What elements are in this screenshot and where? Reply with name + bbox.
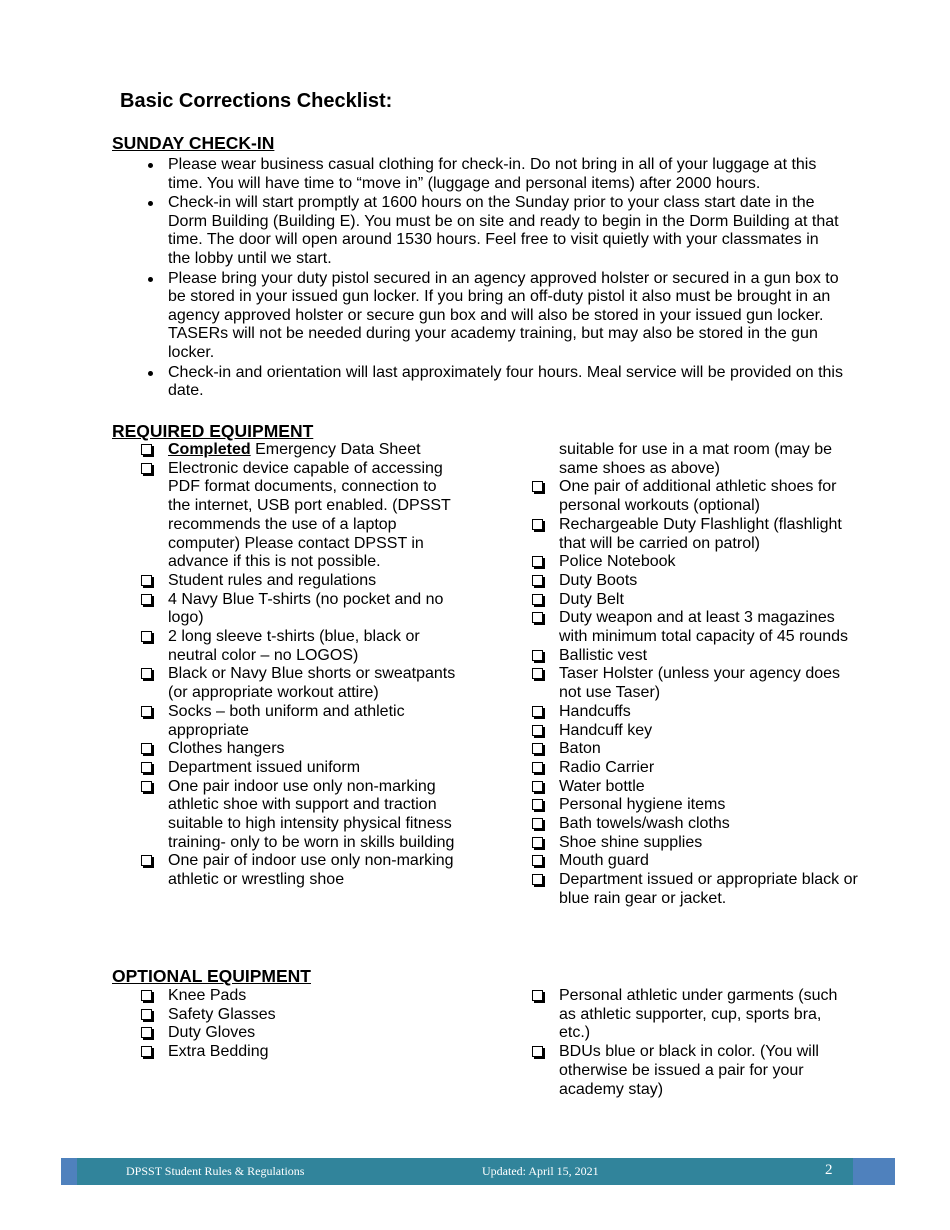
checkbox-icon[interactable] <box>532 594 543 605</box>
list-item: Check-in and orientation will last approximately four hours. Meal service will be provided on this date. <box>145 364 845 401</box>
sunday-checkin-list <box>145 156 845 402</box>
checklist-item[interactable] <box>532 1043 842 1099</box>
page-number: 2 <box>825 1162 833 1178</box>
checklist-item[interactable] <box>141 852 456 889</box>
list-item: Check-in will start promptly at 1600 hours on the Sunday prior to your class start date in the Dorm Building (Building E). You must be on site and ready to begin in the Dorm Building at that time. The door will open around 1530 hours. Feel free to visit quietly with your classmates in the lobby until we start. <box>145 194 845 268</box>
item-label: Ballistic vest <box>559 646 648 664</box>
required-equipment-heading: REQUIRED EQUIPMENT <box>112 421 314 441</box>
checkbox-icon[interactable] <box>532 762 543 773</box>
item-label: Knee Pads <box>168 987 247 1004</box>
item-label: Mouth guard <box>559 852 649 870</box>
sunday-checkin-heading: SUNDAY CHECK-IN <box>112 133 275 153</box>
checklist-item[interactable] <box>141 1024 456 1043</box>
checklist-item[interactable] <box>532 796 862 815</box>
checkbox-icon[interactable] <box>141 855 152 866</box>
item-label: One pair of additional athletic shoes for personal workouts (optional) <box>559 478 837 515</box>
checkbox-icon[interactable] <box>532 743 543 754</box>
item-label: Handcuff key <box>559 721 653 739</box>
checkbox-icon[interactable] <box>141 1046 152 1057</box>
checklist-item[interactable] <box>141 628 456 665</box>
checklist-item[interactable] <box>141 665 456 702</box>
item-label: Duty weapon and at least 3 magazines with minimum total capacity of 45 rounds <box>559 609 849 646</box>
footer-accent <box>61 1158 77 1185</box>
item-label: Personal hygiene items <box>559 796 726 814</box>
item-label: 4 Navy Blue T-shirts (no pocket and no logo) <box>168 590 444 627</box>
optional-equipment-heading: OPTIONAL EQUIPMENT <box>112 966 311 986</box>
item-label: Bath towels/wash cloths <box>559 815 730 833</box>
checkbox-icon[interactable] <box>141 1009 152 1020</box>
checkbox-icon[interactable] <box>141 706 152 717</box>
checkbox-icon[interactable] <box>532 874 543 885</box>
checkbox-icon[interactable] <box>141 631 152 642</box>
checkbox-icon[interactable] <box>141 444 152 455</box>
checklist-item[interactable] <box>141 703 456 740</box>
optional-right-checklist <box>532 987 842 1099</box>
checklist-item[interactable] <box>532 553 862 572</box>
checkbox-icon[interactable] <box>141 463 152 474</box>
checkbox-icon[interactable] <box>532 481 543 492</box>
item-label: Duty Gloves <box>168 1024 256 1042</box>
checklist-item[interactable] <box>532 815 862 834</box>
checklist-item[interactable] <box>532 722 862 741</box>
checklist-item[interactable] <box>532 852 862 871</box>
checkbox-icon[interactable] <box>532 575 543 586</box>
checklist-item[interactable] <box>532 572 862 591</box>
item-label: Police Notebook <box>559 553 676 571</box>
checkbox-icon[interactable] <box>532 519 543 530</box>
footer-accent <box>853 1158 895 1185</box>
checkbox-icon[interactable] <box>532 556 543 567</box>
checkbox-icon[interactable] <box>532 855 543 866</box>
item-label: Department issued or appropriate black or blue rain gear or jacket. <box>559 871 858 907</box>
checklist-item[interactable] <box>141 460 456 572</box>
item-label: One pair of indoor use only non-marking athletic or wrestling shoe <box>168 852 454 889</box>
item-label: Radio Carrier <box>559 758 655 776</box>
checklist-item[interactable] <box>532 987 842 1043</box>
checklist-item[interactable] <box>141 1043 456 1062</box>
list-item: Please bring your duty pistol secured in an agency approved holster or secured in a gun box to be stored in your issued gun locker. If you bring an off-duty pistol it also must be brought in an agency approved holster or secure gun box and will also be stored in your issued gun locker. TASERs will not be needed during your academy training, but may also be stored in the gun locker. <box>145 270 845 363</box>
checklist-item[interactable] <box>532 834 862 853</box>
footer-updated-date: Updated: April 15, 2021 <box>482 1164 599 1178</box>
checkbox-icon[interactable] <box>141 594 152 605</box>
item-label: Water bottle <box>559 777 645 795</box>
page-title: Basic Corrections Checklist: <box>120 90 393 112</box>
checkbox-icon[interactable] <box>141 781 152 792</box>
checklist-item[interactable] <box>141 987 456 1006</box>
checklist-item[interactable] <box>532 871 862 908</box>
checklist-item[interactable] <box>532 778 862 797</box>
item-label: Emergency Data Sheet <box>250 441 421 458</box>
checklist-item[interactable] <box>141 572 456 591</box>
checklist-item[interactable] <box>532 759 862 778</box>
page-footer <box>61 1158 895 1185</box>
item-label: Rechargeable Duty Flashlight (flashlight that will be carried on patrol) <box>559 515 842 552</box>
checkbox-icon[interactable] <box>532 818 543 829</box>
checklist-item-continuation: suitable for use in a mat room (may be same shoes as above) <box>559 441 833 477</box>
item-label: Electronic device capable of accessing PDF format documents, connection to the internet, USB port enabled. (DPSST recommends the use of a laptop computer) Please contact DPSST in advance if this is not possible. <box>168 459 451 571</box>
checklist-item[interactable] <box>532 609 862 646</box>
checkbox-icon[interactable] <box>532 781 543 792</box>
checklist-item[interactable] <box>141 759 456 778</box>
checklist-item[interactable] <box>141 591 456 628</box>
checklist-item[interactable] <box>532 703 862 722</box>
item-label: Duty Belt <box>559 590 624 608</box>
item-label: Socks – both uniform and athletic appropriate <box>168 702 405 739</box>
checkbox-icon[interactable] <box>532 1046 543 1057</box>
checkbox-icon[interactable] <box>532 612 543 623</box>
checkbox-icon[interactable] <box>532 837 543 848</box>
item-label: Extra Bedding <box>168 1043 269 1061</box>
checkbox-icon[interactable] <box>141 1027 152 1038</box>
checkbox-icon[interactable] <box>141 668 152 679</box>
checklist-item[interactable] <box>532 591 862 610</box>
item-label: One pair indoor use only non-marking athletic shoe with support and traction suitable to high intensity physical fitness training- only to be worn in skills building <box>168 777 455 851</box>
required-right-checklist <box>532 441 862 909</box>
checkbox-icon[interactable] <box>532 990 543 1001</box>
checkbox-icon[interactable] <box>141 762 152 773</box>
checklist-item[interactable] <box>532 665 862 702</box>
checkbox-icon[interactable] <box>532 706 543 717</box>
item-label: 2 long sleeve t-shirts (blue, black or neutral color – no LOGOS) <box>168 628 420 664</box>
checklist-item[interactable] <box>141 778 456 853</box>
checkbox-icon[interactable] <box>532 799 543 810</box>
item-label: Shoe shine supplies <box>559 833 703 851</box>
checklist-item[interactable] <box>141 1006 456 1025</box>
checklist-item[interactable] <box>141 441 456 460</box>
item-label: Baton <box>559 740 601 758</box>
item-label: Handcuffs <box>559 702 631 720</box>
item-label: Black or Navy Blue shorts or sweatpants (or appropriate workout attire) <box>168 665 456 702</box>
checkbox-icon[interactable] <box>532 650 543 661</box>
checkbox-icon[interactable] <box>141 575 152 586</box>
footer-document-title: DPSST Student Rules & Regulations <box>126 1164 305 1178</box>
checklist-item[interactable] <box>532 516 862 553</box>
checklist-item[interactable] <box>532 740 862 759</box>
item-emphasis: Completed <box>168 441 251 458</box>
checkbox-icon[interactable] <box>141 743 152 754</box>
optional-left-checklist <box>141 987 456 1062</box>
item-label: Personal athletic under garments (such as athletic supporter, cup, sports bra, etc.) <box>559 987 838 1042</box>
item-label: BDUs blue or black in color. (You will otherwise be issued a pair for your academy stay) <box>559 1043 819 1098</box>
item-label: Taser Holster (unless your agency does not use Taser) <box>559 665 841 702</box>
checklist-item[interactable] <box>141 740 456 759</box>
checklist-item[interactable] <box>532 478 862 515</box>
checkbox-icon[interactable] <box>141 990 152 1001</box>
list-item: Please wear business casual clothing for check-in. Do not bring in all of your luggage at this time. You will have time to “move in” (luggage and personal items) after 2000 hours. <box>145 156 845 193</box>
checkbox-icon[interactable] <box>532 668 543 679</box>
item-label: Clothes hangers <box>168 740 285 758</box>
required-left-checklist <box>141 441 456 890</box>
item-label: Duty Boots <box>559 571 638 589</box>
item-label: Student rules and regulations <box>168 571 377 589</box>
item-label: Department issued uniform <box>168 758 361 776</box>
item-label: Safety Glasses <box>168 1005 276 1023</box>
checkbox-icon[interactable] <box>532 725 543 736</box>
checklist-item[interactable] <box>532 647 862 666</box>
